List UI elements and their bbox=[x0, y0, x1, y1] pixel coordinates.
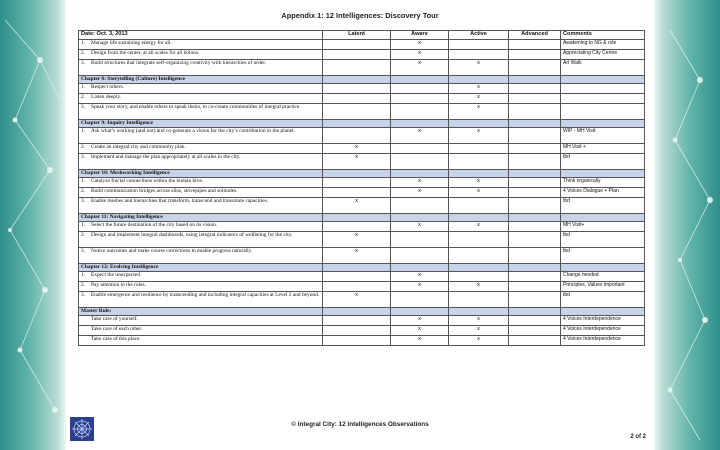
table-row bbox=[79, 198, 645, 214]
latent-mark bbox=[323, 50, 391, 60]
aware-mark: x bbox=[391, 326, 449, 336]
practice-number: 1. bbox=[81, 178, 86, 184]
chapter-heading: Chapter 8: Storytelling (Culture) Intelligence bbox=[79, 76, 323, 84]
advanced-mark bbox=[509, 198, 561, 214]
chapter-heading-empty-cell bbox=[449, 120, 509, 128]
latent-mark: x bbox=[323, 232, 391, 248]
aware-mark: x bbox=[391, 282, 449, 292]
practice-text: Take care of each other. bbox=[91, 326, 143, 332]
table-row bbox=[79, 272, 645, 282]
latent-mark bbox=[323, 84, 391, 94]
latent-mark: x bbox=[323, 248, 391, 264]
chapter-heading-empty-cell bbox=[391, 308, 449, 316]
active-mark: x bbox=[449, 60, 509, 76]
table-header-row bbox=[79, 31, 645, 40]
table-row bbox=[79, 154, 645, 170]
practice-text: Create an integral city and community plan. bbox=[91, 144, 186, 150]
table-row bbox=[79, 222, 645, 232]
practice-text: Catalyze fractal connections within the human hive. bbox=[91, 178, 204, 184]
active-mark bbox=[449, 154, 509, 170]
latent-header: Latent bbox=[323, 31, 391, 40]
comment-cell: Principles, Values important bbox=[561, 282, 645, 292]
practice-cell bbox=[79, 154, 323, 170]
practice-text: Ask what’s working (and not) and co-generate a vision for the city’s contribution to the planet. bbox=[91, 128, 295, 134]
practice-number: 1. bbox=[81, 222, 86, 228]
advanced-header: Advanced bbox=[509, 31, 561, 40]
chapter-heading-empty-cell bbox=[509, 264, 561, 272]
latent-mark bbox=[323, 272, 391, 282]
latent-mark bbox=[323, 40, 391, 50]
chapter-heading-empty-cell bbox=[323, 76, 391, 84]
practice-text: Select the future destination of the city based on its vision. bbox=[91, 222, 218, 228]
practice-text: Manage life sustaining energy for all. bbox=[91, 40, 172, 46]
latent-mark bbox=[323, 94, 391, 104]
chapter-heading-row bbox=[79, 264, 645, 272]
comment-cell: Appreciating City Centre bbox=[561, 50, 645, 60]
aware-mark: x bbox=[391, 178, 449, 188]
chapter-heading-row bbox=[79, 120, 645, 128]
advanced-mark bbox=[509, 144, 561, 154]
table-row bbox=[79, 326, 645, 336]
intelligences-table bbox=[78, 30, 645, 346]
aware-mark bbox=[391, 198, 449, 214]
chapter-heading-empty-cell bbox=[391, 120, 449, 128]
active-mark: x bbox=[449, 94, 509, 104]
active-mark: x bbox=[449, 188, 509, 198]
comment-cell: 4 Voices Dialogue + Plan bbox=[561, 188, 645, 198]
practice-text: Expect the unexpected. bbox=[91, 272, 142, 278]
chapter-heading-empty-cell bbox=[509, 214, 561, 222]
table-row bbox=[79, 144, 645, 154]
latent-mark: x bbox=[323, 198, 391, 214]
chapter-heading-empty-cell bbox=[323, 308, 391, 316]
practice-cell bbox=[79, 188, 323, 198]
chapter-heading-row bbox=[79, 214, 645, 222]
active-mark: x bbox=[449, 104, 509, 120]
comment-cell: Art Walk bbox=[561, 60, 645, 76]
advanced-mark bbox=[509, 222, 561, 232]
practice-number: 1. bbox=[81, 84, 86, 90]
aware-mark bbox=[391, 84, 449, 94]
chapter-heading-empty-cell bbox=[509, 308, 561, 316]
practice-text: Take care of yourself. bbox=[91, 316, 138, 322]
comment-cell: 4 Voices Interdependence bbox=[561, 316, 645, 326]
active-mark bbox=[449, 144, 509, 154]
chapter-heading: Chapter 10: Meshworking Intelligence bbox=[79, 170, 323, 178]
practice-number: 1. bbox=[81, 272, 86, 278]
table-row bbox=[79, 128, 645, 144]
practice-cell bbox=[79, 104, 323, 120]
advanced-mark bbox=[509, 60, 561, 76]
comment-cell: tbd bbox=[561, 232, 645, 248]
chapter-heading-empty-cell bbox=[391, 264, 449, 272]
practice-cell bbox=[79, 178, 323, 188]
advanced-mark bbox=[509, 40, 561, 50]
practice-number: 2. bbox=[81, 94, 86, 100]
chapter-heading-empty-cell bbox=[561, 170, 645, 178]
active-mark bbox=[449, 40, 509, 50]
practice-text: Build communication bridges across silos, stovepipes and solitudes. bbox=[91, 188, 238, 194]
latent-mark bbox=[323, 104, 391, 120]
chapter-heading-empty-cell bbox=[561, 308, 645, 316]
chapter-heading-empty-cell bbox=[323, 214, 391, 222]
practice-text: Implement and manage the plan appropriately at all scales in the city. bbox=[91, 154, 241, 160]
latent-mark bbox=[323, 178, 391, 188]
aware-mark bbox=[391, 154, 449, 170]
practice-text: Enable meshes and hierarchies that transform, transcend and transmute capacities. bbox=[91, 198, 269, 204]
aware-mark bbox=[391, 292, 449, 308]
practice-cell bbox=[79, 222, 323, 232]
chapter-heading: Master Rule: bbox=[79, 308, 323, 316]
page-number: 2 of 2 bbox=[630, 434, 646, 440]
aware-mark: x bbox=[391, 222, 449, 232]
table-row bbox=[79, 282, 645, 292]
chapter-heading-empty-cell bbox=[561, 76, 645, 84]
advanced-mark bbox=[509, 178, 561, 188]
comment-cell bbox=[561, 104, 645, 120]
practice-cell bbox=[79, 232, 323, 248]
latent-mark bbox=[323, 316, 391, 326]
comment-cell: Awakening to NG & role bbox=[561, 40, 645, 50]
practice-text: Build structures that integrate self-organizing creativity with hierarchies of order. bbox=[91, 60, 267, 66]
aware-mark: x bbox=[391, 128, 449, 144]
practice-cell bbox=[79, 198, 323, 214]
table-row bbox=[79, 94, 645, 104]
aware-mark bbox=[391, 104, 449, 120]
chapter-heading-empty-cell bbox=[561, 264, 645, 272]
chapter-heading-empty-cell bbox=[323, 120, 391, 128]
advanced-mark bbox=[509, 84, 561, 94]
integral-city-logo-icon bbox=[70, 417, 94, 441]
chapter-heading-empty-cell bbox=[509, 76, 561, 84]
advanced-mark bbox=[509, 50, 561, 60]
chapter-heading-empty-cell bbox=[449, 214, 509, 222]
chapter-heading: Chapter 11: Navigating Intelligence bbox=[79, 214, 323, 222]
table-row bbox=[79, 336, 645, 346]
advanced-mark bbox=[509, 248, 561, 264]
practice-cell bbox=[79, 40, 323, 50]
active-mark: x bbox=[449, 316, 509, 326]
advanced-mark bbox=[509, 128, 561, 144]
chapter-heading-empty-cell bbox=[391, 214, 449, 222]
aware-mark bbox=[391, 232, 449, 248]
practice-text: Notice outcomes and make course corrections to enable progress naturally. bbox=[91, 248, 253, 254]
practice-cell bbox=[79, 272, 323, 282]
advanced-mark bbox=[509, 154, 561, 170]
comment-cell: tbd bbox=[561, 154, 645, 170]
chapter-heading-empty-cell bbox=[509, 120, 561, 128]
practice-text: Pay attention to the rules. bbox=[91, 282, 146, 288]
chapter-heading-empty-cell bbox=[561, 214, 645, 222]
chapter-heading: Chapter 12: Evolving Intelligence bbox=[79, 264, 323, 272]
practice-number: 3. bbox=[81, 248, 86, 254]
aware-mark: x bbox=[391, 272, 449, 282]
date-header: Date: Oct. 3, 2013 bbox=[79, 31, 323, 40]
table-row bbox=[79, 292, 645, 308]
practice-number: 3. bbox=[81, 292, 86, 298]
chapter-heading-empty-cell bbox=[391, 170, 449, 178]
advanced-mark bbox=[509, 94, 561, 104]
practice-cell bbox=[79, 94, 323, 104]
comment-cell: 4 Voices Interdependence bbox=[561, 336, 645, 346]
table-row bbox=[79, 50, 645, 60]
table-row bbox=[79, 316, 645, 326]
comment-cell bbox=[561, 84, 645, 94]
advanced-mark bbox=[509, 104, 561, 120]
aware-header: Aware bbox=[391, 31, 449, 40]
aware-mark bbox=[391, 144, 449, 154]
aware-mark: x bbox=[391, 40, 449, 50]
aware-mark: x bbox=[391, 60, 449, 76]
aware-mark bbox=[391, 248, 449, 264]
practice-number: 2. bbox=[81, 232, 86, 238]
chapter-heading-empty-cell bbox=[561, 120, 645, 128]
latent-mark bbox=[323, 326, 391, 336]
active-mark: x bbox=[449, 222, 509, 232]
practice-cell bbox=[79, 60, 323, 76]
active-mark: x bbox=[449, 326, 509, 336]
advanced-mark bbox=[509, 188, 561, 198]
practice-text: Design from the center, at all scales for all holons. bbox=[91, 50, 200, 56]
active-mark: x bbox=[449, 178, 509, 188]
practice-cell bbox=[79, 316, 323, 326]
practice-text: Respect others. bbox=[91, 84, 124, 90]
comment-cell: tbd bbox=[561, 292, 645, 308]
practice-text: Take care of this place. bbox=[91, 336, 141, 342]
table-row bbox=[79, 40, 645, 50]
chapter-heading-empty-cell bbox=[449, 76, 509, 84]
practice-cell bbox=[79, 144, 323, 154]
document-page bbox=[66, 0, 654, 450]
practice-cell bbox=[79, 248, 323, 264]
advanced-mark bbox=[509, 336, 561, 346]
advanced-mark bbox=[509, 282, 561, 292]
chapter-heading: Chapter 9: Inquiry Intelligence bbox=[79, 120, 323, 128]
advanced-mark bbox=[509, 316, 561, 326]
comment-cell: 4 Voices Interdependence bbox=[561, 326, 645, 336]
table-row bbox=[79, 178, 645, 188]
practice-number: 1. bbox=[81, 128, 86, 134]
practice-number: 2. bbox=[81, 282, 86, 288]
comment-cell bbox=[561, 94, 645, 104]
active-header: Active bbox=[449, 31, 509, 40]
active-mark bbox=[449, 198, 509, 214]
active-mark bbox=[449, 232, 509, 248]
table-row bbox=[79, 104, 645, 120]
footer-title: © Integral City: 12 Intelligences Observations bbox=[291, 421, 429, 428]
chapter-heading-row bbox=[79, 170, 645, 178]
comment-cell: WIP - MH Visit bbox=[561, 128, 645, 144]
active-mark bbox=[449, 292, 509, 308]
latent-mark: x bbox=[323, 292, 391, 308]
practice-number: 3. bbox=[81, 104, 86, 110]
advanced-mark bbox=[509, 292, 561, 308]
practice-number: 3. bbox=[81, 154, 86, 160]
practice-number: 3. bbox=[81, 60, 86, 66]
practice-text: Listen deeply. bbox=[91, 94, 122, 100]
latent-mark: x bbox=[323, 154, 391, 170]
chapter-heading-row bbox=[79, 308, 645, 316]
practice-number: 3. bbox=[81, 198, 86, 204]
active-mark: x bbox=[449, 128, 509, 144]
aware-mark: x bbox=[391, 188, 449, 198]
practice-cell bbox=[79, 292, 323, 308]
comment-cell: MH Visit+ bbox=[561, 222, 645, 232]
chapter-heading-empty-cell bbox=[323, 170, 391, 178]
latent-mark bbox=[323, 188, 391, 198]
table-row bbox=[79, 188, 645, 198]
comment-cell: tbd bbox=[561, 248, 645, 264]
latent-mark: x bbox=[323, 144, 391, 154]
practice-number: 2. bbox=[81, 144, 86, 150]
latent-mark bbox=[323, 128, 391, 144]
practice-cell bbox=[79, 84, 323, 94]
practice-text: Enable emergence and resilience by transcending and including integral capacities at Level 3 and beyond. bbox=[91, 292, 320, 298]
advanced-mark bbox=[509, 272, 561, 282]
chapter-heading-empty-cell bbox=[509, 170, 561, 178]
page-title: Appendix 1: 12 Intelligences: Discovery Tour bbox=[281, 11, 439, 20]
practice-cell bbox=[79, 128, 323, 144]
practice-number: 2. bbox=[81, 50, 86, 56]
comment-cell: MH Visit + bbox=[561, 144, 645, 154]
practice-number: 1. bbox=[81, 40, 86, 46]
aware-mark: x bbox=[391, 316, 449, 326]
practice-cell bbox=[79, 326, 323, 336]
practice-number: 2. bbox=[81, 188, 86, 194]
table-row bbox=[79, 84, 645, 94]
latent-mark bbox=[323, 336, 391, 346]
practice-text: Speak your story, and enable others to speak theirs, to co-create communities of integral practice. bbox=[91, 104, 301, 110]
chapter-heading-empty-cell bbox=[449, 264, 509, 272]
active-mark bbox=[449, 272, 509, 282]
table-row bbox=[79, 248, 645, 264]
chapter-heading-empty-cell bbox=[449, 170, 509, 178]
table-body bbox=[79, 40, 645, 346]
practice-cell bbox=[79, 336, 323, 346]
chapter-heading-empty-cell bbox=[391, 76, 449, 84]
latent-mark bbox=[323, 60, 391, 76]
active-mark: x bbox=[449, 282, 509, 292]
comment-cell: Change needed bbox=[561, 272, 645, 282]
practice-text: Design and implement integral dashboards, using integral indicators of wellbeing for the city. bbox=[91, 232, 293, 238]
practice-cell bbox=[79, 50, 323, 60]
active-mark: x bbox=[449, 336, 509, 346]
practice-cell bbox=[79, 282, 323, 292]
comment-cell: tbd bbox=[561, 198, 645, 214]
active-mark bbox=[449, 248, 509, 264]
comment-cell: Think organically bbox=[561, 178, 645, 188]
advanced-mark bbox=[509, 326, 561, 336]
comments-header: Comments bbox=[561, 31, 645, 40]
table-row bbox=[79, 232, 645, 248]
advanced-mark bbox=[509, 232, 561, 248]
aware-mark: x bbox=[391, 50, 449, 60]
latent-mark bbox=[323, 222, 391, 232]
active-mark bbox=[449, 50, 509, 60]
active-mark: x bbox=[449, 84, 509, 94]
chapter-heading-empty-cell bbox=[323, 264, 391, 272]
chapter-heading-row bbox=[79, 76, 645, 84]
table-row bbox=[79, 60, 645, 76]
aware-mark: x bbox=[391, 336, 449, 346]
chapter-heading-empty-cell bbox=[449, 308, 509, 316]
aware-mark bbox=[391, 94, 449, 104]
latent-mark bbox=[323, 282, 391, 292]
